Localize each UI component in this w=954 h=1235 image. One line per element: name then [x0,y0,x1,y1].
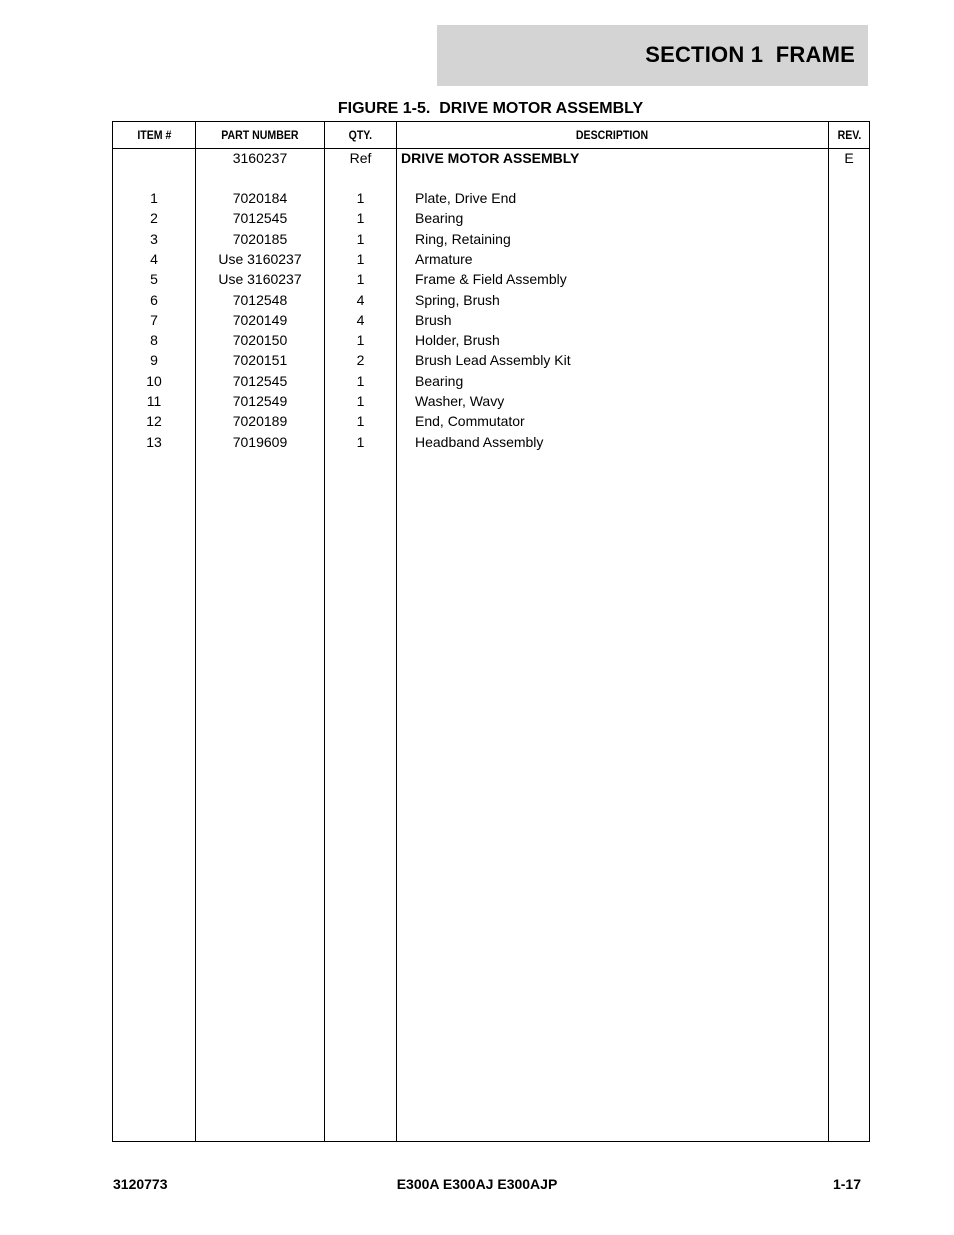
assembly-part-number: 3160237 [232,150,288,166]
item-number: 9 [150,352,158,369]
table-row [113,188,869,208]
description: Bearing [415,372,464,389]
table-row [113,411,869,431]
header-item: ITEM # [136,128,172,142]
item-number: 12 [146,413,162,430]
header-part-number: PART NUMBER [221,128,299,142]
item-number: 8 [150,332,158,349]
item-number: 4 [150,250,158,267]
part-number: 7012549 [232,393,288,409]
part-number: 7020185 [232,230,288,247]
part-number: 7012545 [232,210,288,227]
description: Brush [415,311,452,328]
quantity: 2 [356,352,365,369]
item-number: 13 [146,433,162,450]
item-number: 5 [150,271,158,288]
description: Plate, Drive End [415,190,517,206]
footer-models: E300A E300AJ E300AJP [396,1176,558,1192]
quantity: 1 [356,190,365,206]
assembly-qty: Ref [349,150,372,166]
item-number: 6 [150,291,158,308]
header-rev: REV. [837,128,861,142]
figure-title: FIGURE 1-5. DRIVE MOTOR ASSEMBLY [337,100,644,117]
item-number: 7 [150,311,158,328]
parts-table [112,121,870,1142]
part-number: Use 3160237 [218,271,302,288]
description: Holder, Brush [415,332,500,349]
table-row [113,330,869,350]
assembly-row [113,148,869,168]
table-row [113,350,869,370]
assembly-description: DRIVE MOTOR ASSEMBLY [401,150,580,166]
description: Washer, Wavy [415,393,505,409]
table-row [113,391,869,411]
quantity: 4 [356,311,365,328]
assembly-item [113,148,195,168]
item-number: 2 [150,210,158,227]
item-number: 1 [150,190,158,206]
section-header [437,25,868,86]
quantity: 1 [356,230,365,247]
item-number: 11 [146,393,162,409]
part-number: 7020150 [232,332,288,349]
table-row [113,229,869,249]
quantity: 1 [356,433,365,450]
quantity: 1 [356,332,365,349]
part-number: 7020149 [232,311,288,328]
section-title: SECTION 1 FRAME [645,42,855,67]
header-qty: QTY. [348,128,373,142]
item-number: 3 [150,230,158,247]
footer-page-number: 1-17 [832,1176,861,1192]
description: Armature [415,250,473,267]
quantity: 4 [356,291,365,308]
quantity: 1 [356,393,365,409]
table-row [113,371,869,391]
table-row [113,432,869,452]
footer-doc-number: 3120773 [113,1176,168,1192]
description: Frame & Field Assembly [415,271,567,288]
item-number: 10 [146,372,162,389]
description: End, Commutator [415,413,525,430]
part-number: 7012545 [232,372,288,389]
part-number: 7020151 [232,352,288,369]
quantity: 1 [356,271,365,288]
description: Ring, Retaining [415,230,511,247]
part-number: 7012548 [232,291,288,308]
table-row [113,269,869,289]
table-row [113,208,869,228]
part-number: 7019609 [232,433,288,450]
assembly-rev: E [844,150,854,166]
part-number: 7020184 [232,190,288,206]
part-number: 7020189 [232,413,288,430]
part-number: Use 3160237 [218,250,302,267]
quantity: 1 [356,413,365,430]
quantity: 1 [356,372,365,389]
header-description: DESCRIPTION [576,128,649,142]
description: Spring, Brush [415,291,500,308]
table-row [113,290,869,310]
table-row [113,310,869,330]
quantity: 1 [356,210,365,227]
description: Bearing [415,210,464,227]
description: Brush Lead Assembly Kit [415,352,571,369]
description: Headband Assembly [415,433,544,450]
table-row [113,249,869,269]
quantity: 1 [356,250,365,267]
